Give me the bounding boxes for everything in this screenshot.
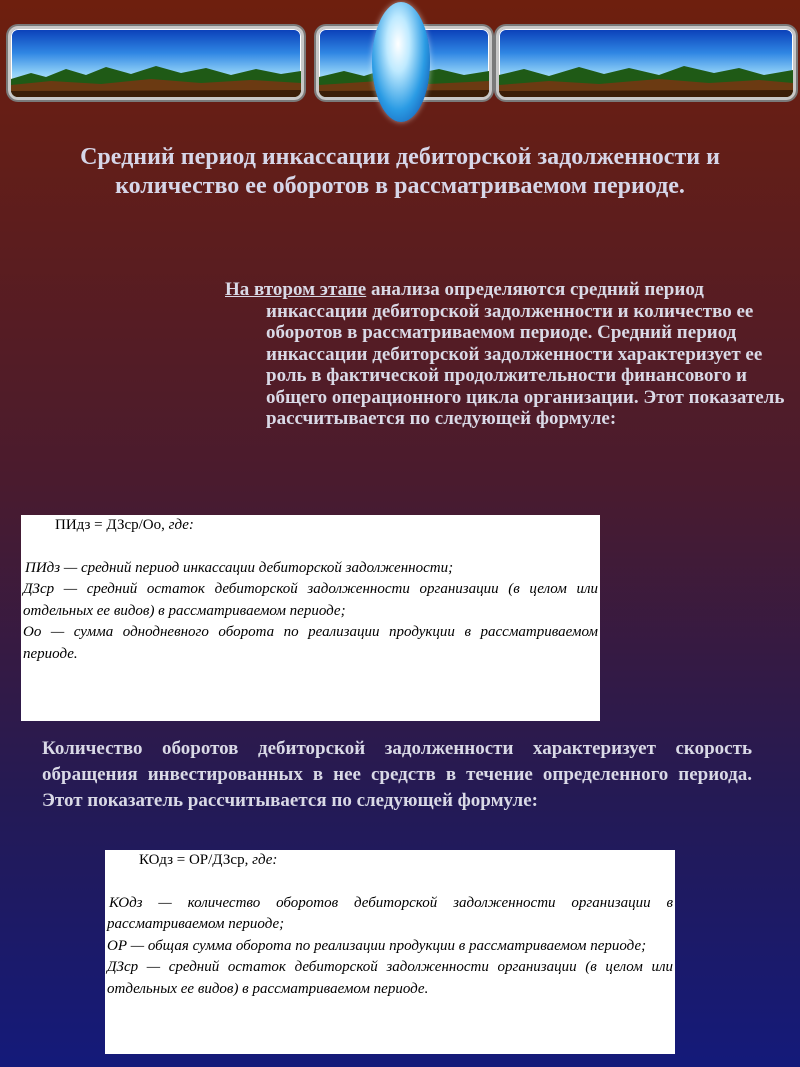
definition-item: Оо — сумма однодневного оборота по реализации продукции в рассматриваемом периоде. <box>23 624 598 662</box>
definition-item: ДЗср — средний остаток дебиторской задолженности организации (в целом или отдельных ее видов) в рассматриваемом периоде. <box>107 959 673 997</box>
intro-paragraph <box>225 279 786 430</box>
formula-box-collection-period <box>21 515 600 721</box>
header-banner <box>0 0 800 130</box>
formula-expression: КОдз = ОР/ДЗср, <box>139 852 249 868</box>
definition-item: ДЗср — средний остаток дебиторской задолженности организации (в целом или отдельных ее видов) в рассматриваемом периоде; <box>23 581 598 619</box>
intro-text: анализа определяются средний период инкассации дебиторской задолженности и количество ее оборотов в рассматриваемом периоде. Средний период инкассации дебиторской задолженности характеризует ее роль в фактической продолжительности финансового и общего операционного цикла организации. Этот показатель рассчитывается по следующей формуле: <box>266 279 785 429</box>
formula-line <box>107 850 673 872</box>
landscape-panel-right <box>496 26 796 100</box>
landscape-hills-icon <box>499 57 793 97</box>
formula-line <box>23 515 598 537</box>
landscape-panel-left <box>8 26 304 100</box>
intro-lead: На втором этапе <box>225 279 367 300</box>
definition-item: КОдз — количество оборотов дебиторской задолженности организации в рассматриваемом периоде; <box>107 894 673 932</box>
definition-item: ПИдз — средний период инкассации дебиторской задолженности; <box>25 559 454 576</box>
landscape-hills-icon <box>11 57 301 97</box>
formula-where: где: <box>252 852 278 868</box>
slide-title: Средний период инкассации дебиторской задолженности и количество ее оборотов в рассматриваемом периоде. <box>80 144 720 199</box>
formula-where: где: <box>168 517 194 533</box>
definition-item: ОР — общая сумма оборота по реализации продукции в рассматриваемом периоде; <box>107 937 647 954</box>
spacer <box>23 537 598 558</box>
crystal-orb-icon <box>372 2 430 122</box>
turnover-paragraph: Количество оборотов дебиторской задолженности характеризует скорость обращения инвестированных в нее средств в течение определенного периода. Этот показатель рассчитывается по следующей формуле: <box>42 738 752 811</box>
spacer <box>107 872 673 893</box>
formula-box-turnover <box>105 850 675 1054</box>
formula-expression: ПИдз = ДЗср/Оо, <box>55 517 165 533</box>
